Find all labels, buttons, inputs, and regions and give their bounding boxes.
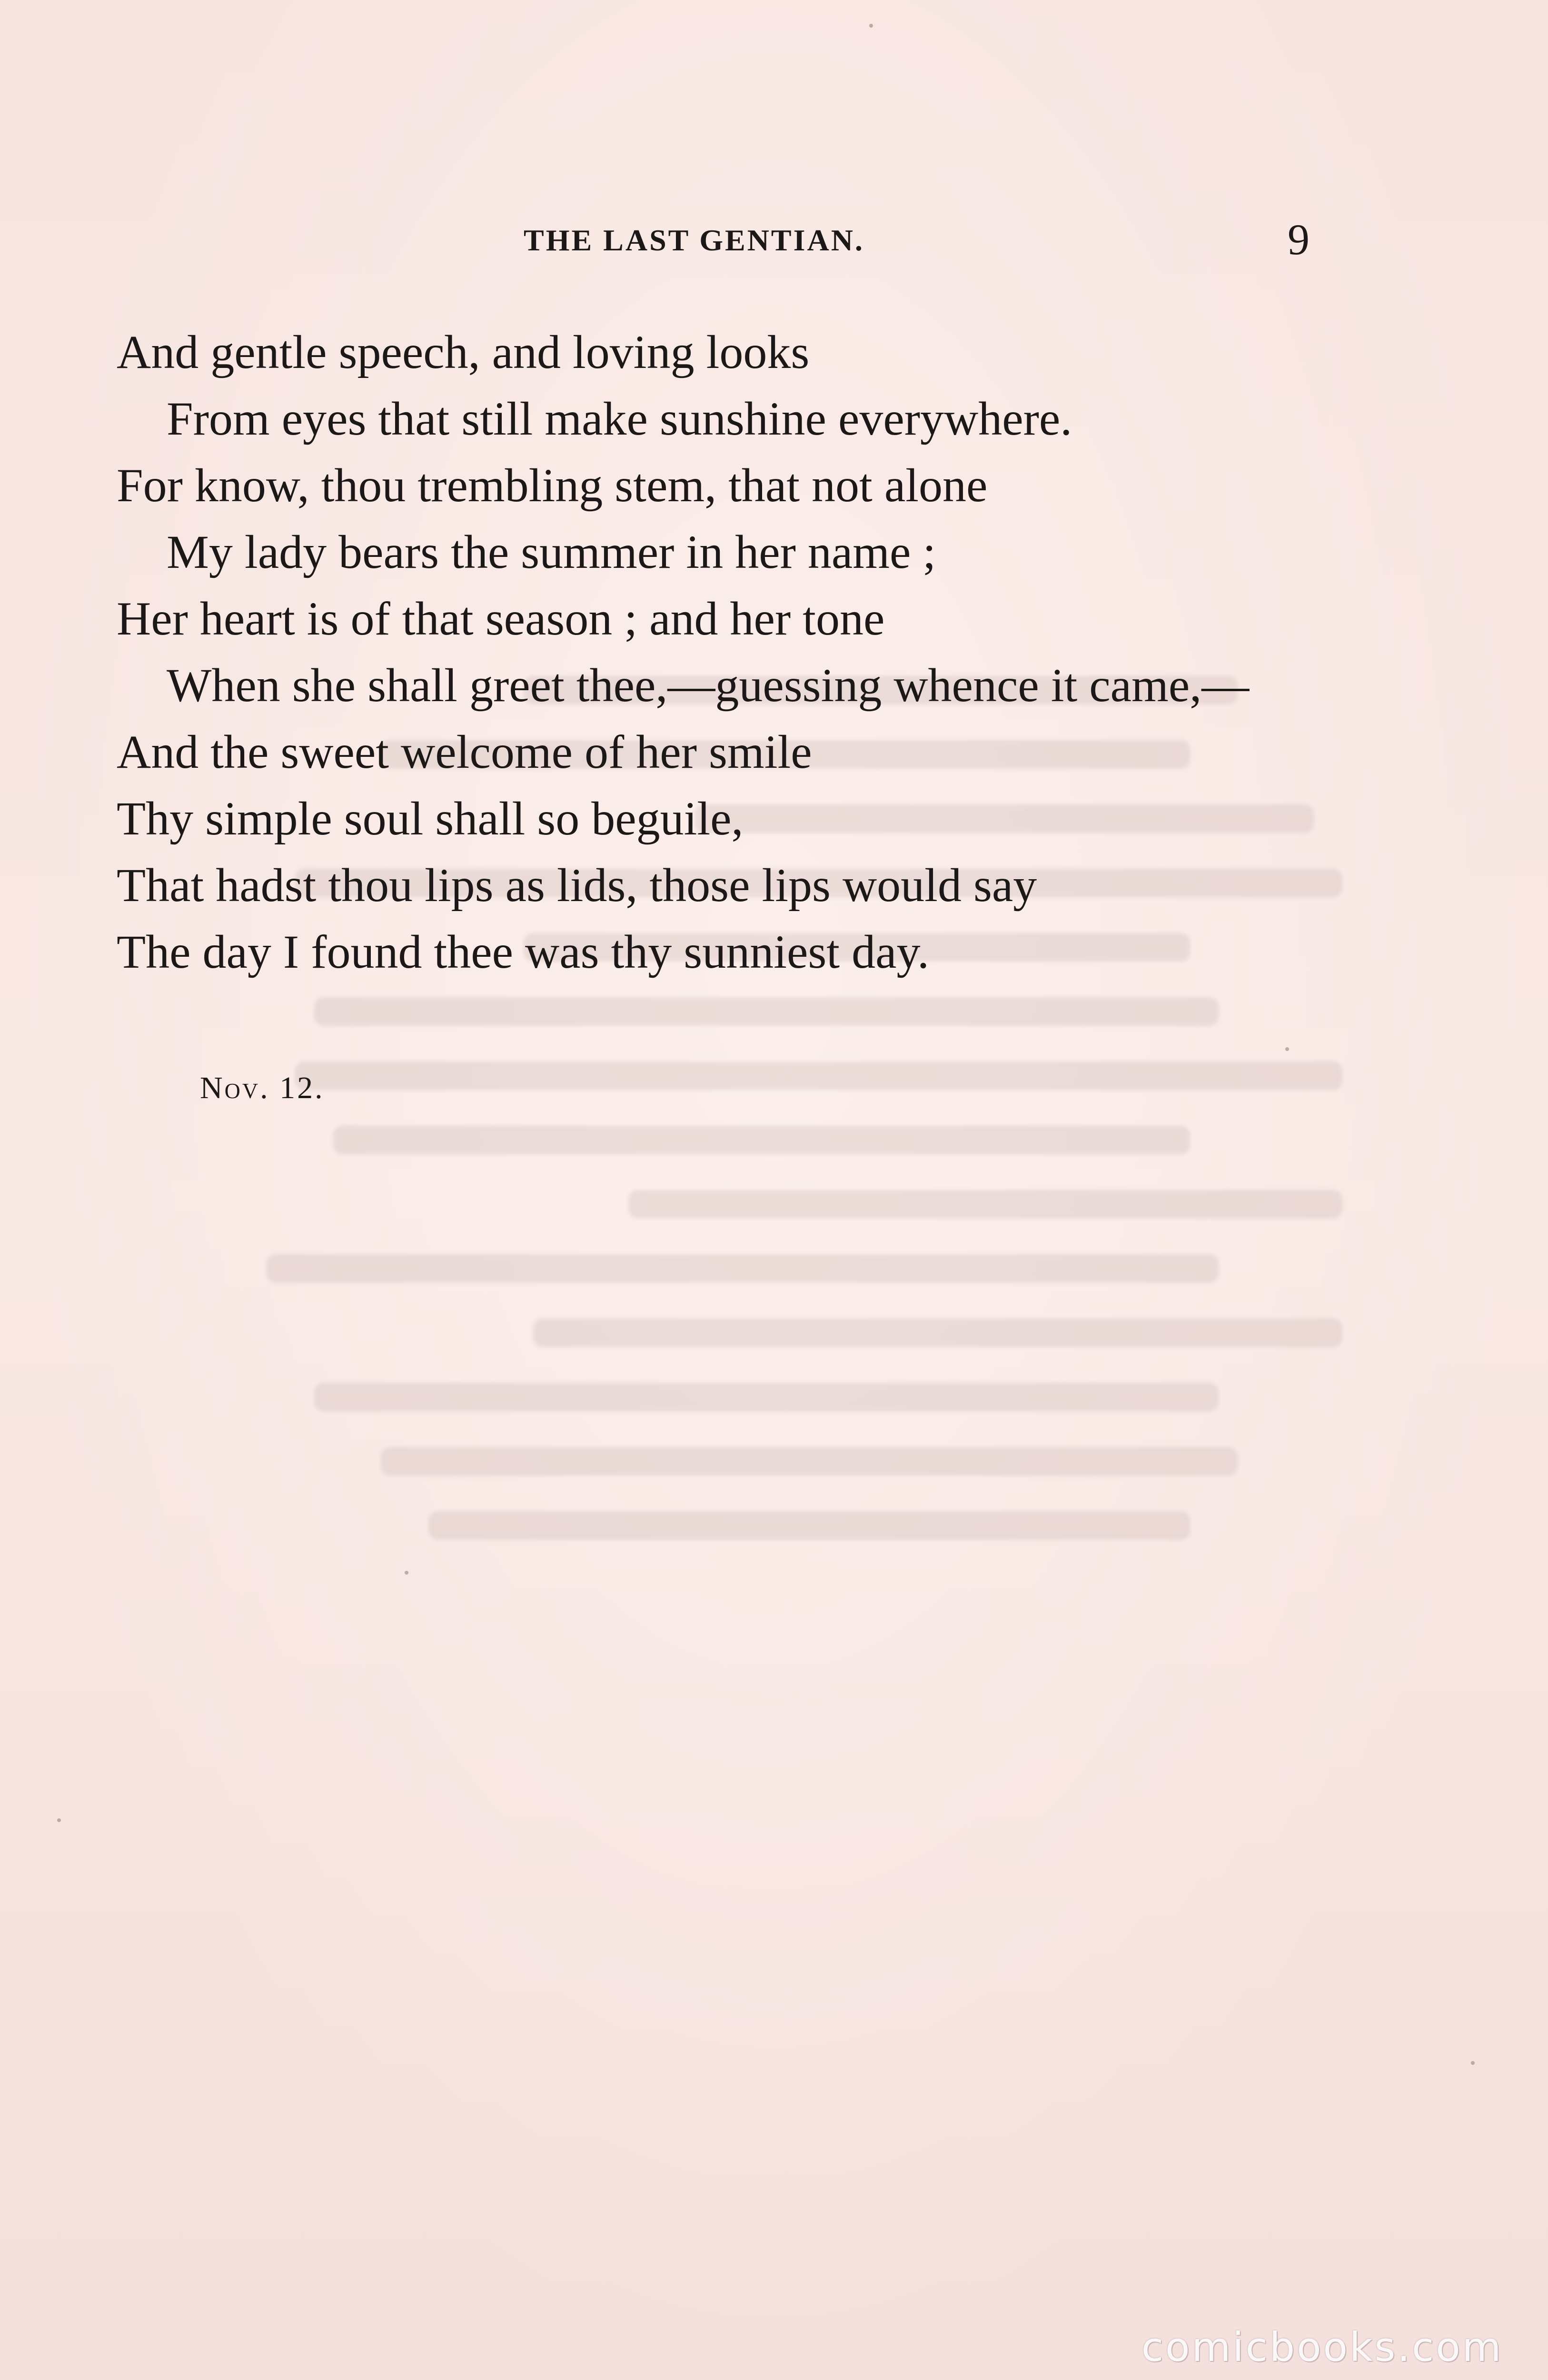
poem-line: My lady bears the summer in her name ; <box>167 526 936 578</box>
site-watermark: comicbooks.com <box>1141 2324 1503 2370</box>
poem-text <box>117 319 1449 985</box>
running-title: THE LAST GENTIAN. <box>524 223 864 257</box>
page-number: 9 <box>1288 215 1310 264</box>
poem-date <box>200 1070 325 1106</box>
poem-line: From eyes that still make sunshine everywhere. <box>167 392 1072 445</box>
poem-line: That hadst thou lips as lids, those lips would say <box>117 859 1037 912</box>
poem-line: Her heart is of that season ; and her tone <box>117 592 885 645</box>
poem-line: When she shall greet thee,—guessing whence it came,— <box>167 659 1250 712</box>
paper-speck <box>57 1818 61 1822</box>
poem-line: And the sweet welcome of her smile <box>117 725 812 778</box>
poem-line: And gentle speech, and loving looks <box>117 326 810 378</box>
poem-line: The day I found thee was thy sunniest day. <box>117 925 929 978</box>
poem-line: Thy simple soul shall so beguile, <box>117 792 744 845</box>
poem-date-text: Nov. 12. <box>200 1071 325 1105</box>
paper-speck <box>869 24 873 28</box>
paper-speck <box>1285 1047 1289 1051</box>
paper-speck <box>1471 2061 1475 2065</box>
paper-speck <box>405 1571 408 1575</box>
poem-line: For know, thou trembling stem, that not alone <box>117 459 988 512</box>
